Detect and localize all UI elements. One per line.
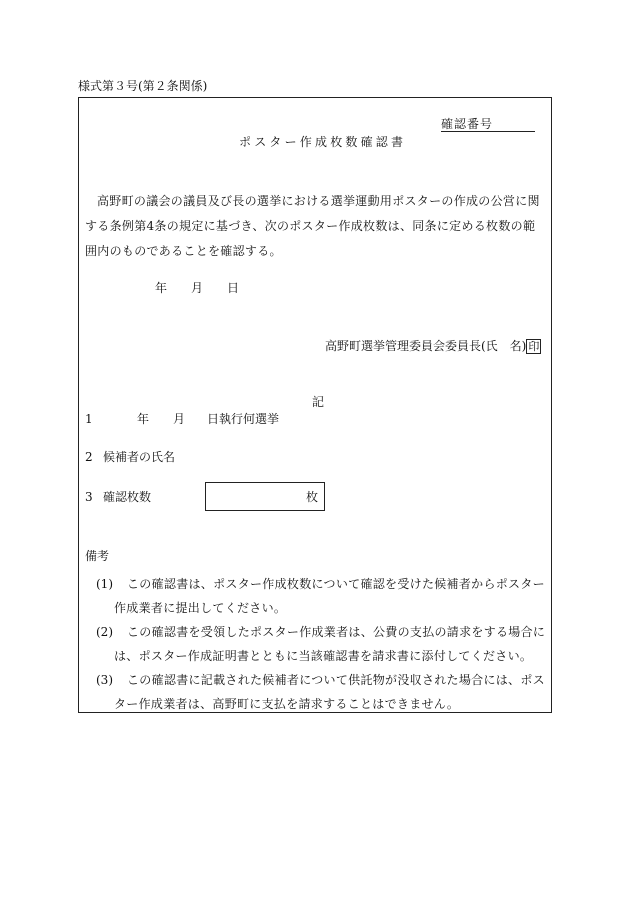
date-month-label: 月 bbox=[191, 281, 204, 295]
item-month-label: 月 bbox=[173, 412, 186, 426]
count-input-box[interactable] bbox=[205, 482, 325, 511]
date-day-label: 日 bbox=[227, 281, 240, 295]
item-text: 確認枚数 bbox=[103, 490, 152, 504]
item-text: 日執行何選挙 bbox=[207, 412, 280, 426]
note-text: この確認書に記載された候補者について供託物が没収された場合には、ポスター作成業者は、高野町に支払を請求することはできません。 bbox=[114, 673, 545, 711]
document-title: ポスター作成枚数確認書 bbox=[239, 135, 407, 149]
date-year-label: 年 bbox=[155, 281, 168, 295]
note-text: この確認書は、ポスター作成枚数について確認を受けた候補者からポスター作成業者に提出してください。 bbox=[114, 577, 545, 615]
count-unit-label: 枚 bbox=[305, 490, 318, 504]
item-number: 3 bbox=[85, 490, 93, 504]
confirmation-number-field[interactable] bbox=[441, 131, 535, 132]
issuer-name: 高野町選挙管理委員会委員長(氏 名) bbox=[325, 339, 527, 353]
confirmation-number-label: 確認番号 bbox=[441, 117, 494, 131]
item-number: 1 bbox=[85, 412, 93, 426]
ki-heading: 記 bbox=[312, 395, 325, 409]
note-number: (1) bbox=[96, 577, 113, 591]
note-number: (2) bbox=[96, 625, 113, 639]
issuer-line bbox=[325, 339, 541, 354]
notes-heading: 備考 bbox=[85, 549, 110, 563]
body-text: 高野町の議会の議員及び長の選挙における選挙運動用ポスターの作成の公営に関する条例第4条の規定に基づき、次のポスター作成枚数は、同条に定める枚数の範囲内のものであることを確認する。 bbox=[85, 194, 540, 258]
item-text: 候補者の氏名 bbox=[103, 450, 176, 464]
item-year-label: 年 bbox=[137, 412, 150, 426]
form-label: 様式第３号(第２条関係) bbox=[78, 79, 208, 93]
item-number: 2 bbox=[85, 450, 93, 464]
note-text: この確認書を受領したポスター作成業者は、公費の支払の請求をする場合には、ポスター作成証明書とともに当該確認書を請求書に添付してください。 bbox=[114, 625, 546, 663]
seal-mark: 印 bbox=[528, 340, 540, 353]
note-number: (3) bbox=[96, 673, 113, 687]
